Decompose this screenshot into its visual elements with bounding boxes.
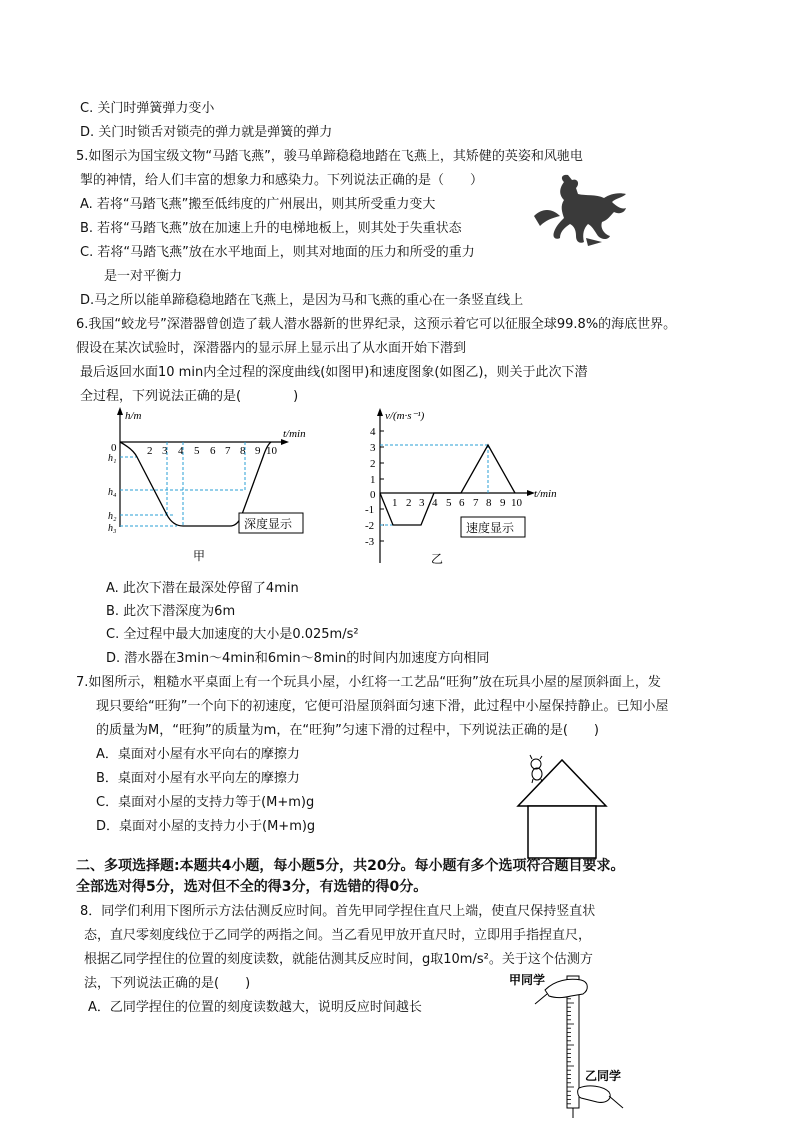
depth-x-tick: 10 [266, 445, 277, 457]
depth-x-tick: 9 [255, 445, 261, 457]
q7-option-c: C．桌面对小屋的支持力等于(M+m)g [96, 795, 315, 810]
q6-stem-line-3: 最后返回水面10 min内全过程的深度曲线(如图甲)和速度图象(如图乙)，则关于此次下潜 [80, 365, 588, 380]
velocity-x-tick: 8 [486, 497, 492, 509]
q5-option-c: C. 若将“马踏飞燕”放在水平地面上，则其对地面的压力和所受的重力 [80, 245, 475, 260]
ruler-label-top: 甲同学 [509, 973, 546, 987]
q6-option-c: C. 全过程中最大加速度的大小是0.025m/s² [106, 627, 359, 642]
velocity-caption: 乙 [431, 552, 444, 565]
q8-stem-line-1: 8．同学们利用下图所示方法估测反应时间。首先甲同学捏住直尺上端，使直尺保持竖直状 [80, 904, 596, 919]
q8-option-a: A．乙同学捏住的位置的刻度读数越大，说明反应时间越长 [88, 1000, 422, 1015]
q5-stem-line-1: 5.如图示为国宝级文物“马踏飞燕”，骏马单蹄稳稳地踏在飞燕上，其矫健的英姿和风驰电 [76, 149, 583, 164]
depth-x-tick: 7 [225, 445, 231, 457]
velocity-y-tick: 0 [370, 489, 376, 501]
depth-y-axis-label: h/m [125, 410, 142, 422]
depth-y-tick: h₂ [108, 511, 117, 522]
velocity-x-tick: 6 [459, 497, 465, 509]
velocity-y-tick: -3 [365, 536, 375, 548]
q5-option-b: B. 若将“马踏飞燕”放在加速上升的电梯地板上，则其处于失重状态 [80, 221, 462, 236]
depth-origin: 0 [111, 442, 117, 454]
q7-stem-line-3: 的质量为M，“旺狗”的质量为m，在“旺狗”匀速下滑的过程中，下列说法正确的是( ) [96, 723, 599, 738]
depth-x-tick: 6 [210, 445, 216, 457]
velocity-y-tick: -1 [365, 504, 375, 516]
toy-house-figure [512, 750, 612, 860]
q6-stem-line-1: 6.我国“蛟龙号”深潜器曾创造了载人潜水器新的世界纪录，这预示着它可以征服全球99.8%的海底世界。 [76, 317, 677, 332]
q6-option-d: D. 潜水器在3min～4min和6min～8min的时间内加速度方向相同 [106, 651, 490, 666]
q4-option-c: C. 关门时弹簧弹力变小 [80, 101, 215, 116]
velocity-y-tick: 3 [370, 442, 376, 454]
horse-swallow-figure [530, 172, 635, 250]
q8-stem-line-3: 根据乙同学捏住的位置的刻度读数，就能估测其反应时间，g取10m/s²。关于这个估测方 [84, 952, 593, 967]
depth-y-tick: h₄ [108, 487, 117, 498]
q5-option-c-cont: 是一对平衡力 [104, 269, 183, 284]
depth-box-label: 深度显示 [244, 517, 293, 531]
velocity-x-axis-label: t/min [534, 488, 557, 500]
q5-stem-line-2: 掣的神情，给人们丰富的想象力和感染力。下列说法正确的是（ ） [80, 173, 484, 188]
depth-chart [105, 405, 320, 565]
velocity-y-tick: 2 [370, 458, 376, 470]
velocity-x-tick: 5 [446, 497, 452, 509]
velocity-y-tick: -2 [365, 520, 375, 532]
velocity-box-label: 速度显示 [466, 521, 515, 535]
dog-icon [530, 755, 542, 783]
depth-caption: 甲 [193, 549, 206, 563]
velocity-chart [365, 405, 575, 565]
q6-option-b: B. 此次下潜深度为6m [106, 604, 236, 619]
q8-stem-line-4: 法，下列说法正确的是( ) [84, 976, 251, 991]
depth-x-tick: 4 [178, 445, 184, 457]
q6-option-a: A. 此次下潜在最深处停留了4min [106, 581, 299, 596]
depth-x-tick: 3 [162, 445, 168, 457]
hand-top-icon [545, 979, 587, 997]
velocity-x-tick: 10 [511, 497, 522, 509]
velocity-x-tick: 2 [406, 497, 412, 509]
depth-x-tick: 5 [194, 445, 200, 457]
velocity-x-tick: 7 [473, 497, 479, 509]
depth-y-tick: h₃ [108, 523, 117, 534]
depth-x-tick: 2 [147, 445, 153, 457]
q7-option-a: A．桌面对小屋有水平向右的摩擦力 [96, 747, 300, 762]
velocity-x-tick: 4 [432, 497, 438, 509]
velocity-x-tick: 1 [392, 497, 398, 509]
depth-x-axis-label: t/min [283, 428, 306, 440]
velocity-y-tick: 4 [370, 426, 376, 438]
q7-stem-line-2: 现只要给“旺狗”一个向下的初速度，它便可沿屋顶斜面匀速下滑，此过程中小屋保持静止。已知小屋 [96, 699, 669, 714]
section-2-heading-line-2: 全部选对得5分，选对但不全的得3分，有选错的得0分。 [76, 879, 428, 895]
depth-y-tick: h₁ [108, 453, 117, 464]
q7-option-b: B．桌面对小屋有水平向左的摩擦力 [96, 771, 300, 786]
velocity-x-tick: 9 [500, 497, 506, 509]
q4-option-d: D. 关门时锁舌对锁壳的弹力就是弹簧的弹力 [80, 125, 333, 140]
q6-stem-line-2: 假设在某次试验时，深潜器内的显示屏上显示出了从水面开始下潜到 [76, 341, 467, 356]
hand-bottom-icon [578, 1086, 611, 1102]
q7-option-d: D．桌面对小屋的支持力小于(M+m)g [96, 819, 316, 834]
velocity-y-tick: 1 [370, 474, 376, 486]
q5-option-a: A. 若将“马踏飞燕”搬至低纬度的广州展出，则其所受重力变大 [80, 197, 436, 212]
q7-stem-line-1: 7.如图所示，粗糙水平桌面上有一个玩具小屋，小红将一工艺品“旺狗”放在玩具小屋的屋顶斜面上，发 [76, 675, 661, 690]
section-2-heading-line-1: 二、多项选择题:本题共4小题，每小题5分，共20分。每小题有多个选项符合题目要求。 [76, 858, 625, 874]
q6-stem-line-4: 全过程，下列说法正确的是( ) [80, 389, 299, 404]
ruler-label-bottom: 乙同学 [585, 1069, 622, 1083]
q8-stem-line-2: 态，直尺零刻度线位于乙同学的两指之间。当乙看见甲放开直尺时，立即用手指捏直尺， [84, 928, 592, 943]
depth-x-tick: 8 [240, 445, 246, 457]
velocity-y-axis-label: v/(m·s⁻¹) [385, 410, 425, 422]
velocity-x-tick: 3 [419, 497, 425, 509]
ruler-reaction-figure [505, 968, 630, 1120]
q5-option-d: D.马之所以能单蹄稳稳地踏在飞燕上，是因为马和飞燕的重心在一条竖直线上 [80, 293, 524, 308]
